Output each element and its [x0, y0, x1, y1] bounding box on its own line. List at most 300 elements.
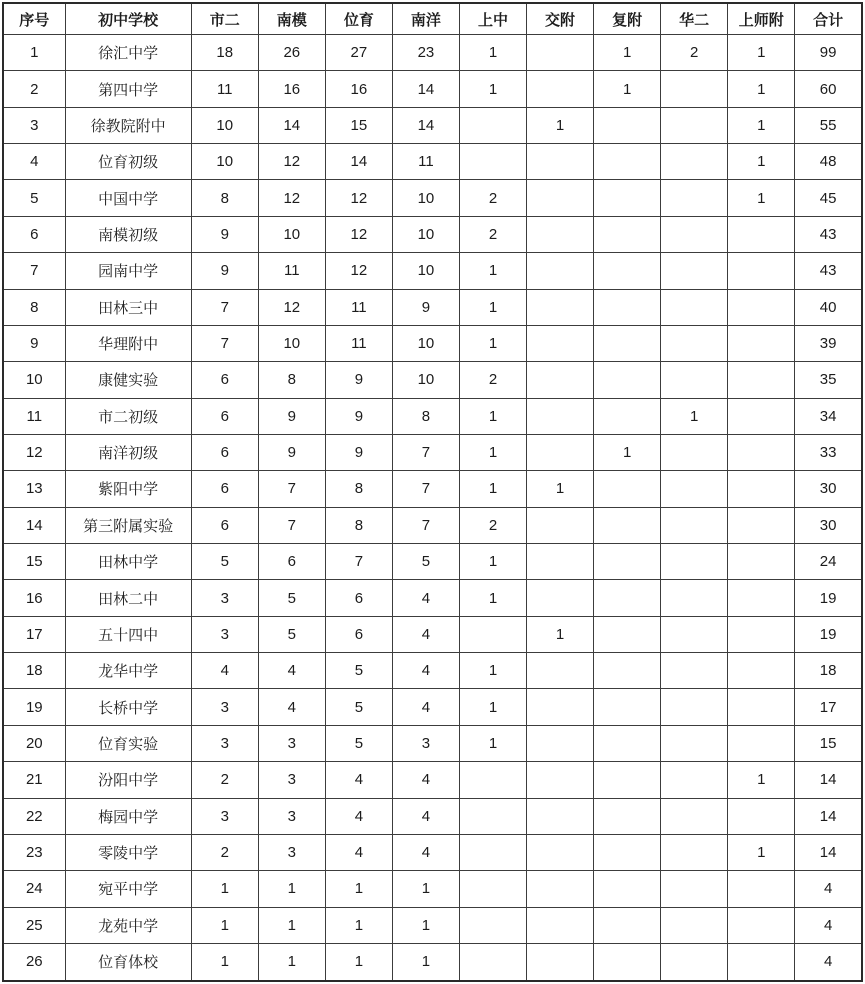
row-index-cell: 23 — [3, 834, 65, 870]
count-cell — [527, 580, 594, 616]
count-cell — [594, 544, 661, 580]
count-cell: 39 — [795, 325, 862, 361]
count-cell — [459, 871, 526, 907]
count-cell — [594, 289, 661, 325]
count-cell: 1 — [728, 762, 795, 798]
count-cell: 2 — [191, 834, 258, 870]
count-cell: 48 — [795, 144, 862, 180]
count-cell: 15 — [325, 107, 392, 143]
count-cell — [527, 907, 594, 943]
table-row — [3, 871, 862, 907]
count-cell — [594, 253, 661, 289]
count-cell — [527, 689, 594, 725]
count-cell — [594, 907, 661, 943]
count-cell: 6 — [325, 580, 392, 616]
count-cell — [459, 762, 526, 798]
column-header: 合计 — [795, 3, 862, 35]
count-cell — [728, 325, 795, 361]
count-cell: 2 — [459, 180, 526, 216]
count-cell: 5 — [325, 689, 392, 725]
count-cell — [661, 362, 728, 398]
school-name-cell: 五十四中 — [65, 616, 191, 652]
count-cell — [594, 871, 661, 907]
table-header — [3, 3, 862, 35]
count-cell: 2 — [459, 216, 526, 252]
school-name-cell: 龙华中学 — [65, 653, 191, 689]
row-index-cell: 14 — [3, 507, 65, 543]
school-name-cell: 第三附属实验 — [65, 507, 191, 543]
count-cell: 5 — [325, 725, 392, 761]
count-cell: 1 — [594, 71, 661, 107]
count-cell: 1 — [459, 289, 526, 325]
table-row — [3, 35, 862, 71]
count-cell — [661, 544, 728, 580]
count-cell — [728, 580, 795, 616]
count-cell: 7 — [191, 289, 258, 325]
count-cell: 19 — [795, 616, 862, 652]
count-cell: 24 — [795, 544, 862, 580]
count-cell: 27 — [325, 35, 392, 71]
table-row — [3, 725, 862, 761]
count-cell — [661, 507, 728, 543]
count-cell: 1 — [392, 907, 459, 943]
count-cell: 4 — [392, 580, 459, 616]
count-cell — [661, 653, 728, 689]
count-cell — [728, 798, 795, 834]
count-cell — [527, 725, 594, 761]
count-cell: 6 — [258, 544, 325, 580]
count-cell: 1 — [459, 398, 526, 434]
count-cell: 15 — [795, 725, 862, 761]
table-row — [3, 325, 862, 361]
table-row — [3, 144, 862, 180]
count-cell: 7 — [258, 471, 325, 507]
row-index-cell: 21 — [3, 762, 65, 798]
count-cell: 1 — [527, 616, 594, 652]
count-cell: 11 — [191, 71, 258, 107]
count-cell: 11 — [392, 144, 459, 180]
table-row — [3, 434, 862, 470]
count-cell: 2 — [191, 762, 258, 798]
count-cell: 8 — [191, 180, 258, 216]
column-header: 序号 — [3, 3, 65, 35]
table-row — [3, 71, 862, 107]
count-cell: 10 — [258, 216, 325, 252]
count-cell — [728, 943, 795, 981]
count-cell — [527, 35, 594, 71]
count-cell — [527, 253, 594, 289]
count-cell: 6 — [191, 398, 258, 434]
count-cell: 1 — [258, 871, 325, 907]
count-cell: 11 — [325, 289, 392, 325]
row-index-cell: 20 — [3, 725, 65, 761]
row-index-cell: 12 — [3, 434, 65, 470]
count-cell — [661, 107, 728, 143]
count-cell — [661, 434, 728, 470]
count-cell: 6 — [191, 471, 258, 507]
table-row — [3, 616, 862, 652]
count-cell: 1 — [325, 943, 392, 981]
count-cell: 4 — [191, 653, 258, 689]
count-cell — [594, 762, 661, 798]
count-cell — [728, 253, 795, 289]
count-cell: 1 — [191, 907, 258, 943]
count-cell — [527, 834, 594, 870]
count-cell — [728, 398, 795, 434]
count-cell — [527, 325, 594, 361]
table-row — [3, 253, 862, 289]
count-cell — [728, 289, 795, 325]
count-cell — [527, 544, 594, 580]
count-cell: 33 — [795, 434, 862, 470]
count-cell — [459, 943, 526, 981]
school-name-cell: 南洋初级 — [65, 434, 191, 470]
table-row — [3, 180, 862, 216]
school-name-cell: 田林二中 — [65, 580, 191, 616]
count-cell: 3 — [191, 689, 258, 725]
school-name-cell: 汾阳中学 — [65, 762, 191, 798]
count-cell — [661, 180, 728, 216]
count-cell — [594, 653, 661, 689]
count-cell: 12 — [258, 180, 325, 216]
table-row — [3, 289, 862, 325]
count-cell — [728, 871, 795, 907]
count-cell: 99 — [795, 35, 862, 71]
count-cell: 11 — [258, 253, 325, 289]
table-row — [3, 653, 862, 689]
count-cell: 19 — [795, 580, 862, 616]
count-cell: 12 — [325, 216, 392, 252]
row-index-cell: 7 — [3, 253, 65, 289]
count-cell: 12 — [258, 144, 325, 180]
count-cell: 1 — [594, 35, 661, 71]
row-index-cell: 19 — [3, 689, 65, 725]
count-cell — [459, 616, 526, 652]
count-cell: 14 — [392, 71, 459, 107]
count-cell — [594, 144, 661, 180]
count-cell — [459, 107, 526, 143]
column-header: 南洋 — [392, 3, 459, 35]
row-index-cell: 17 — [3, 616, 65, 652]
count-cell: 5 — [392, 544, 459, 580]
count-cell: 12 — [325, 180, 392, 216]
table-row — [3, 544, 862, 580]
count-cell: 2 — [459, 362, 526, 398]
count-cell: 16 — [258, 71, 325, 107]
count-cell: 6 — [191, 507, 258, 543]
table-row — [3, 798, 862, 834]
count-cell: 1 — [191, 871, 258, 907]
count-cell — [661, 253, 728, 289]
count-cell: 9 — [258, 434, 325, 470]
column-header: 上师附 — [728, 3, 795, 35]
count-cell: 5 — [191, 544, 258, 580]
count-cell — [661, 725, 728, 761]
count-cell: 43 — [795, 253, 862, 289]
count-cell — [728, 689, 795, 725]
count-cell — [594, 616, 661, 652]
count-cell: 1 — [459, 725, 526, 761]
column-header: 位育 — [325, 3, 392, 35]
count-cell — [661, 834, 728, 870]
table-row — [3, 507, 862, 543]
count-cell: 7 — [325, 544, 392, 580]
count-cell: 9 — [325, 434, 392, 470]
count-cell — [527, 798, 594, 834]
count-cell: 4 — [795, 871, 862, 907]
count-cell: 8 — [325, 507, 392, 543]
row-index-cell: 18 — [3, 653, 65, 689]
count-cell: 1 — [459, 544, 526, 580]
count-cell: 1 — [392, 871, 459, 907]
count-cell — [728, 616, 795, 652]
school-name-cell: 长桥中学 — [65, 689, 191, 725]
school-name-cell: 华理附中 — [65, 325, 191, 361]
count-cell — [527, 144, 594, 180]
count-cell — [594, 107, 661, 143]
count-cell: 9 — [191, 216, 258, 252]
count-cell: 9 — [258, 398, 325, 434]
count-cell: 14 — [795, 834, 862, 870]
count-cell — [594, 471, 661, 507]
row-index-cell: 3 — [3, 107, 65, 143]
row-index-cell: 6 — [3, 216, 65, 252]
count-cell — [728, 907, 795, 943]
school-name-cell: 徐汇中学 — [65, 35, 191, 71]
count-cell: 3 — [258, 762, 325, 798]
school-name-cell: 徐教院附中 — [65, 107, 191, 143]
count-cell: 1 — [728, 35, 795, 71]
count-cell: 3 — [258, 798, 325, 834]
count-cell: 2 — [459, 507, 526, 543]
count-cell: 3 — [392, 725, 459, 761]
count-cell — [728, 471, 795, 507]
count-cell: 14 — [325, 144, 392, 180]
count-cell: 3 — [191, 798, 258, 834]
count-cell: 1 — [459, 471, 526, 507]
count-cell — [728, 216, 795, 252]
count-cell — [527, 507, 594, 543]
table-header-row — [3, 3, 862, 35]
count-cell: 7 — [392, 471, 459, 507]
count-cell — [728, 725, 795, 761]
count-cell — [527, 943, 594, 981]
count-cell: 6 — [191, 362, 258, 398]
table-row — [3, 834, 862, 870]
row-index-cell: 15 — [3, 544, 65, 580]
table-row — [3, 943, 862, 981]
school-name-cell: 紫阳中学 — [65, 471, 191, 507]
row-index-cell: 10 — [3, 362, 65, 398]
count-cell: 10 — [392, 216, 459, 252]
row-index-cell: 26 — [3, 943, 65, 981]
count-cell: 9 — [191, 253, 258, 289]
count-cell: 14 — [795, 762, 862, 798]
row-index-cell: 22 — [3, 798, 65, 834]
count-cell: 3 — [258, 725, 325, 761]
table-row — [3, 689, 862, 725]
school-name-cell: 位育体校 — [65, 943, 191, 981]
count-cell — [459, 798, 526, 834]
count-cell: 16 — [325, 71, 392, 107]
count-cell: 26 — [258, 35, 325, 71]
count-cell: 1 — [661, 398, 728, 434]
admissions-table — [2, 2, 863, 982]
count-cell — [661, 216, 728, 252]
school-name-cell: 田林三中 — [65, 289, 191, 325]
school-name-cell: 第四中学 — [65, 71, 191, 107]
count-cell — [594, 943, 661, 981]
count-cell: 3 — [191, 725, 258, 761]
count-cell: 12 — [325, 253, 392, 289]
count-cell: 1 — [392, 943, 459, 981]
count-cell: 34 — [795, 398, 862, 434]
count-cell — [594, 507, 661, 543]
count-cell — [527, 71, 594, 107]
count-cell: 7 — [392, 507, 459, 543]
count-cell: 4 — [795, 943, 862, 981]
count-cell — [594, 180, 661, 216]
count-cell: 1 — [459, 35, 526, 71]
count-cell: 1 — [459, 689, 526, 725]
count-cell: 5 — [258, 580, 325, 616]
count-cell: 10 — [258, 325, 325, 361]
count-cell: 1 — [728, 180, 795, 216]
school-name-cell: 康健实验 — [65, 362, 191, 398]
table-row — [3, 216, 862, 252]
count-cell: 55 — [795, 107, 862, 143]
count-cell: 4 — [392, 762, 459, 798]
count-cell: 10 — [392, 253, 459, 289]
count-cell: 8 — [392, 398, 459, 434]
column-header: 初中学校 — [65, 3, 191, 35]
school-name-cell: 位育实验 — [65, 725, 191, 761]
count-cell: 17 — [795, 689, 862, 725]
count-cell: 1 — [258, 907, 325, 943]
school-name-cell: 田林中学 — [65, 544, 191, 580]
school-name-cell: 梅园中学 — [65, 798, 191, 834]
count-cell: 4 — [392, 798, 459, 834]
count-cell — [661, 871, 728, 907]
table-row — [3, 107, 862, 143]
count-cell: 3 — [258, 834, 325, 870]
count-cell: 35 — [795, 362, 862, 398]
count-cell — [459, 907, 526, 943]
table-row — [3, 362, 862, 398]
count-cell — [594, 362, 661, 398]
count-cell: 14 — [392, 107, 459, 143]
row-index-cell: 5 — [3, 180, 65, 216]
count-cell: 7 — [191, 325, 258, 361]
count-cell: 1 — [728, 834, 795, 870]
count-cell — [661, 616, 728, 652]
count-cell: 1 — [728, 71, 795, 107]
count-cell: 1 — [459, 71, 526, 107]
count-cell: 10 — [392, 325, 459, 361]
count-cell: 40 — [795, 289, 862, 325]
column-header: 交附 — [527, 3, 594, 35]
row-index-cell: 24 — [3, 871, 65, 907]
count-cell — [594, 725, 661, 761]
count-cell: 30 — [795, 471, 862, 507]
count-cell — [661, 580, 728, 616]
count-cell — [527, 871, 594, 907]
count-cell — [661, 289, 728, 325]
count-cell: 1 — [459, 253, 526, 289]
school-name-cell: 市二初级 — [65, 398, 191, 434]
school-name-cell: 宛平中学 — [65, 871, 191, 907]
count-cell: 30 — [795, 507, 862, 543]
count-cell: 43 — [795, 216, 862, 252]
count-cell: 5 — [325, 653, 392, 689]
column-header: 上中 — [459, 3, 526, 35]
count-cell — [728, 544, 795, 580]
count-cell: 1 — [728, 144, 795, 180]
count-cell: 9 — [392, 289, 459, 325]
count-cell: 1 — [325, 907, 392, 943]
table-row — [3, 471, 862, 507]
count-cell — [728, 507, 795, 543]
count-cell: 4 — [325, 834, 392, 870]
count-cell: 9 — [325, 398, 392, 434]
count-cell — [527, 289, 594, 325]
count-cell: 4 — [325, 762, 392, 798]
count-cell — [661, 943, 728, 981]
count-cell — [594, 216, 661, 252]
count-cell — [661, 762, 728, 798]
count-cell: 1 — [594, 434, 661, 470]
count-cell: 4 — [325, 798, 392, 834]
count-cell — [594, 580, 661, 616]
count-cell — [661, 798, 728, 834]
count-cell: 10 — [191, 107, 258, 143]
count-cell: 1 — [325, 871, 392, 907]
column-header: 复附 — [594, 3, 661, 35]
count-cell: 1 — [527, 107, 594, 143]
count-cell: 8 — [325, 471, 392, 507]
count-cell: 9 — [325, 362, 392, 398]
count-cell — [527, 398, 594, 434]
row-index-cell: 11 — [3, 398, 65, 434]
count-cell — [594, 398, 661, 434]
count-cell — [594, 798, 661, 834]
count-cell — [661, 71, 728, 107]
count-cell — [661, 471, 728, 507]
count-cell: 7 — [258, 507, 325, 543]
school-name-cell: 园南中学 — [65, 253, 191, 289]
school-name-cell: 位育初级 — [65, 144, 191, 180]
count-cell — [728, 653, 795, 689]
school-name-cell: 龙苑中学 — [65, 907, 191, 943]
count-cell — [527, 653, 594, 689]
count-cell: 1 — [728, 107, 795, 143]
count-cell: 14 — [258, 107, 325, 143]
row-index-cell: 13 — [3, 471, 65, 507]
count-cell — [728, 362, 795, 398]
count-cell — [459, 144, 526, 180]
row-index-cell: 16 — [3, 580, 65, 616]
count-cell: 10 — [392, 362, 459, 398]
count-cell: 1 — [459, 325, 526, 361]
table-row — [3, 580, 862, 616]
school-name-cell: 中国中学 — [65, 180, 191, 216]
row-index-cell: 25 — [3, 907, 65, 943]
column-header: 华二 — [661, 3, 728, 35]
count-cell — [527, 434, 594, 470]
count-cell: 4 — [795, 907, 862, 943]
school-name-cell: 南模初级 — [65, 216, 191, 252]
count-cell: 45 — [795, 180, 862, 216]
